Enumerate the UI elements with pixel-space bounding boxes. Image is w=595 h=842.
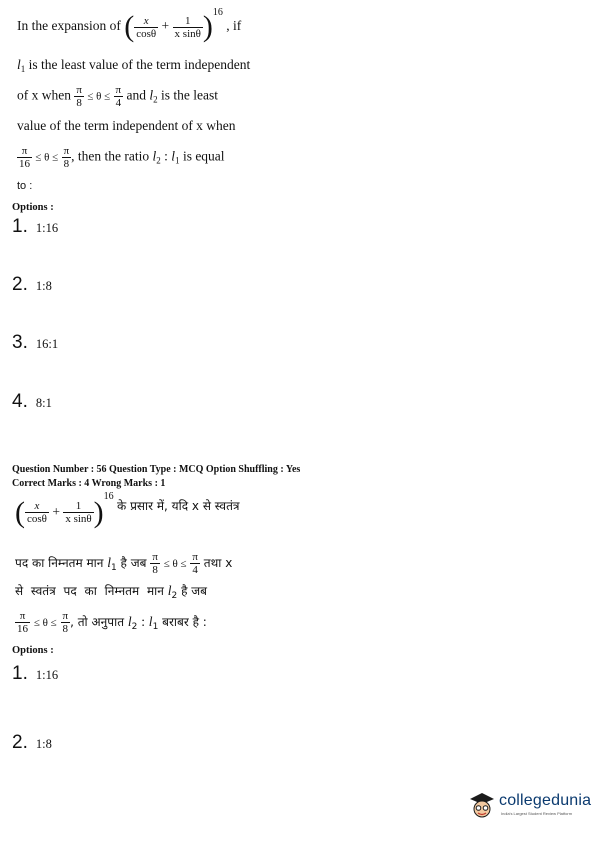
question-hi-line-2: पद का निम्नतम मान $l_1$ है जब $\frac{\pi}{8}$ ≤ θ ≤ $\frac{\pi}{4}$ तथा x	[15, 551, 233, 576]
question-en-line-2: $l_1$ is the least value of the term independent	[17, 57, 251, 74]
option-1[interactable]: 1. 1:16	[12, 216, 59, 237]
option-1[interactable]: 1. 1:16	[12, 663, 59, 684]
question-text: In the expansion of	[17, 18, 121, 34]
option-3[interactable]: 3. 16:1	[12, 332, 59, 353]
question-hi-line-1: ( $\frac{x}{\cos\theta}$ + $\frac{1}{\text{x sinθ}}$ )$^{16}$ के प्रसार में, यदि x से स्वतंत्र	[15, 490, 240, 529]
graduate-mascot-icon	[467, 790, 497, 820]
question-en-line-6: to :	[17, 180, 33, 192]
question-meta-line-1: Question Number : 56 Question Type : MCQ Option Shuffling : Yes	[12, 464, 301, 475]
option-2[interactable]: 2. 1:8	[12, 732, 52, 753]
open-paren: (	[124, 10, 135, 43]
question-en-line-5: $\frac{\pi}{16}$ ≤ θ ≤ $\frac{\pi}{8}$ , then the ratio $l_2$ : $l_1$ is equal	[19, 145, 225, 170]
question-en-line-4: value of the term independent of x when	[17, 118, 236, 133]
question-hi-line-4: $\frac{\pi}{16}$ ≤ θ ≤ $\frac{\pi}{8}$ , तो अनुपात $l_2$ : $l_1$ बराबर है :	[17, 610, 207, 635]
collegedunia-logo	[467, 788, 592, 822]
logo-wordmark: collegedunia	[499, 792, 592, 809]
question-hi-line-3: से स्वतंत्र पद का निम्नतम मान $l_2$ है जब	[15, 583, 208, 601]
fraction: $\frac{x}{\cos\theta}$	[136, 14, 157, 40]
exponent: 16	[212, 6, 223, 18]
logo-tagline: India's Largest Student Review Platform	[501, 811, 573, 816]
fraction: $\frac{1}{\text{x sinθ}}$	[174, 14, 201, 40]
option-2[interactable]: 2. 1:8	[12, 274, 52, 295]
options-label: Options :	[12, 202, 54, 213]
close-paren: )	[202, 10, 213, 43]
option-4[interactable]: 4. 8:1	[12, 391, 52, 412]
question-meta-line-2: Correct Marks : 4 Wrong Marks : 1	[12, 478, 166, 489]
options-label: Options :	[12, 645, 54, 656]
question-en-line-3: of x when $\frac{\pi}{8}$ ≤ θ ≤ $\frac{\pi}{4}$ and $l_2$ is the least	[17, 84, 218, 109]
question-en-line-1: In the expansion of ( $\frac{x}{\cos\theta}$ + $\frac{1}{\text{x sinθ}}$ )$^{16}$ , if	[17, 6, 242, 43]
